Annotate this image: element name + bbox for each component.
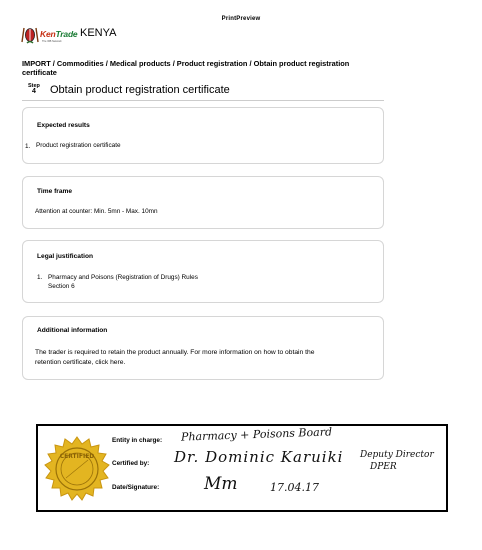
certification-stamp [36,424,448,512]
card-title: Legal justification [37,253,94,260]
retention-certificate-link[interactable]: retention certificate, click here. [35,359,126,366]
entity-label: Entity in charge: [112,437,163,444]
legal-justification-card [22,240,384,303]
certifier-name-handwriting: Dr. Dominic Karuiki [174,448,344,466]
seal-text: CERTIFIED [59,453,95,460]
logo-wordmark: KenTrade [40,29,78,39]
step-label: Step [28,83,40,89]
time-frame-text: Attention at counter: Min. 5mn - Max. 10mn [35,208,158,215]
legal-reference: Pharmacy and Poisons (Registration of Drugs) Rules [48,274,198,281]
entity-handwriting: Pharmacy + Poisons Board [180,425,333,444]
title-divider [22,100,384,101]
print-preview-label: PrintPreview [221,16,261,22]
additional-text-line-1: The trader is required to retain the product annually. For more information on how to obtain the [35,349,315,356]
legal-section: Section 6 [48,283,75,290]
date-handwriting: 17.04.17 [270,481,319,494]
list-number: 1. [25,143,31,150]
certified-seal-icon [44,436,110,502]
certifier-role-abbr-handwriting: DPER [370,462,397,472]
breadcrumb[interactable]: IMPORT / Commodities / Medical products / Product registration / Obtain product registration certificate [22,59,350,77]
additional-information-card [22,316,384,380]
time-frame-card [22,176,384,229]
country-name: KENYA [80,27,117,39]
signature-mark: Mm [204,474,238,494]
expected-results-card [22,107,384,164]
card-title: Additional information [37,327,108,334]
card-title: Time frame [37,188,73,195]
list-number: 1. [37,274,43,281]
step-indicator [28,83,40,95]
date-signature-label: Date/Signature: [112,484,160,491]
certifier-role-handwriting: Deputy Director [360,450,434,460]
step-number: 4 [32,88,36,95]
card-title: Expected results [37,122,90,129]
page-title: Obtain product registration certificate [50,84,230,96]
logo-tagline: The WB Network [42,40,62,43]
kenya-coat-of-arms-icon [20,26,40,44]
certified-by-label: Certified by: [112,460,150,467]
list-item: Product registration certificate [36,142,121,149]
